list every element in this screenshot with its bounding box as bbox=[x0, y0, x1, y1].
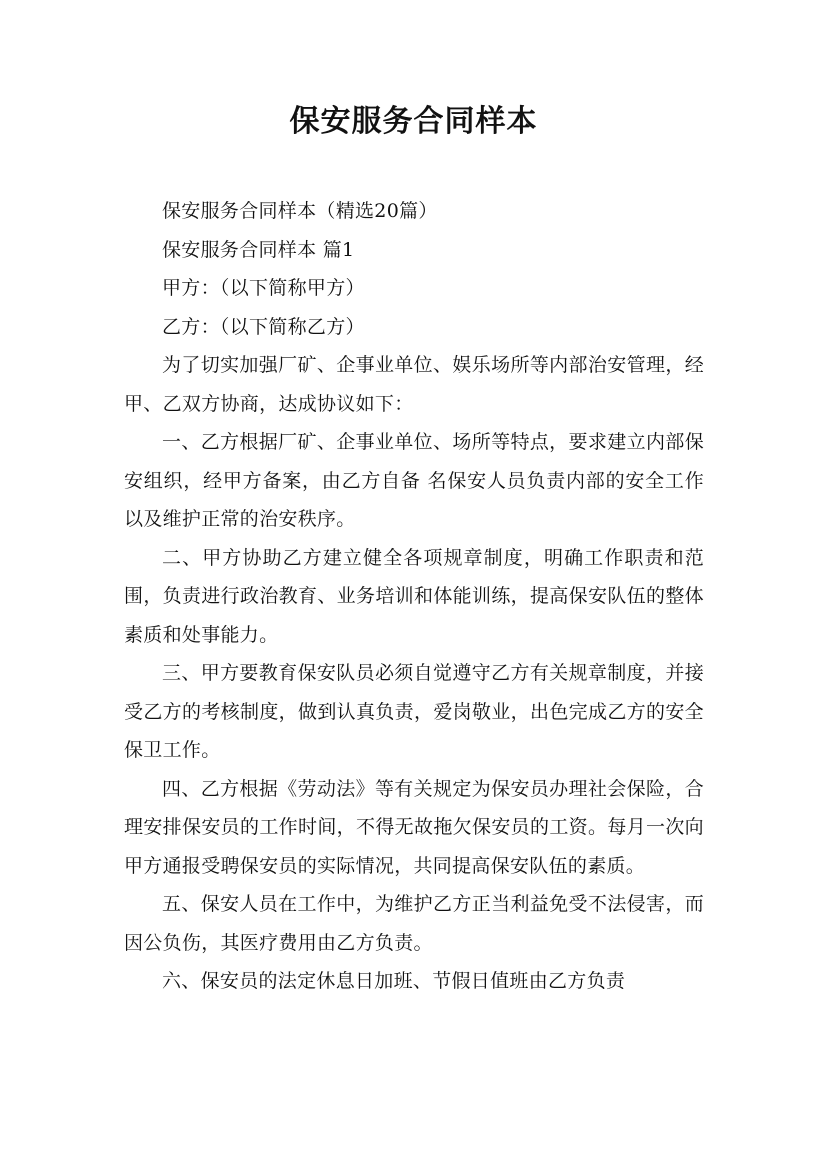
document-body bbox=[124, 192, 704, 1001]
paragraph-clause-3: 三、甲方要教育保安队员必须自觉遵守乙方有关规章制度，并接受乙方的考核制度，做到认真负责，爱岗敬业，出色完成乙方的安全保卫工作。 bbox=[124, 662, 704, 761]
paragraph-clause-5: 五、保安人员在工作中，为维护乙方正当利益免受不法侵害，而因公负伤，其医疗费用由乙方负责。 bbox=[124, 893, 704, 954]
paragraph-clause-6: 六、保安员的法定休息日加班、节假日值班由乙方负责 bbox=[162, 970, 626, 992]
paragraph-clause-1: 一、乙方根据厂矿、企事业单位、场所等特点，要求建立内部保安组织，经甲方备案，由乙方自备 名保安人员负责内部的安全工作以及维护正常的治安秩序。 bbox=[124, 431, 704, 530]
document-title: 保安服务合同样本 bbox=[289, 104, 538, 139]
paragraph-preamble: 为了切实加强厂矿、企事业单位、娱乐场所等内部治安管理，经甲、乙双方协商，达成协议如下： bbox=[124, 354, 704, 415]
paragraph-party-b: 乙方：（以下简称乙方） bbox=[162, 315, 365, 338]
paragraph-section-heading: 保安服务合同样本 篇1 bbox=[162, 238, 355, 261]
paragraph-party-a: 甲方：（以下简称甲方） bbox=[162, 277, 365, 299]
paragraph-subtitle: 保安服务合同样本（精选20篇） bbox=[162, 200, 438, 222]
paragraph-clause-2: 二、甲方协助乙方建立健全各项规章制度，明确工作职责和范围，负责进行政治教育、业务培训和体能训练，提高保安队伍的整体素质和处事能力。 bbox=[124, 546, 704, 646]
paragraph-clause-4: 四、乙方根据《劳动法》等有关规定为保安员办理社会保险，合理安排保安员的工作时间，不得无故拖欠保安员的工资。每月一次向甲方通报受聘保安员的实际情况，共同提高保安队伍的素质。 bbox=[124, 777, 704, 877]
